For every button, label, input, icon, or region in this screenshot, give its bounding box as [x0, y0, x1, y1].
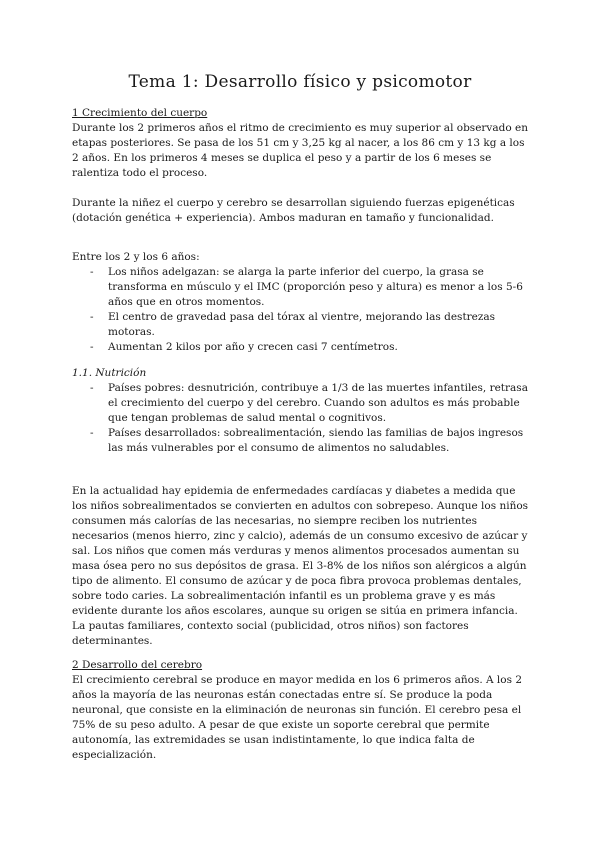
document-title: Tema 1: Desarrollo físico y psicomotor: [128, 72, 472, 92]
nutrition-heading: 1.1. Nutrición: [72, 367, 147, 379]
growth-list-block: [72, 250, 532, 355]
growth-list: [72, 265, 532, 355]
section-1-1: [72, 366, 532, 456]
growth-list-intro: Entre los 2 y los 6 años:: [72, 251, 200, 263]
section-2-heading: 2 Desarrollo del cerebro: [72, 659, 203, 671]
section-2-paragraph: El crecimiento cerebral se produce en mayor medida en los 6 primeros años. A los 2 años la mayoría de las neuronas están conectadas entre sí. Se produce la poda neuronal, que consiste en la eliminación de neuronas sin función. El cerebro pesa el 75% de su peso adulto. A pesar de que existe un soporte cerebral que permite autonomía, las extremidades se usan indistintamente, lo que indica falta de especialización.: [72, 674, 523, 761]
list-item: - Países desarrollados: sobrealimentación, siendo las familias de bajos ingresos las más vulnerables por el consumo de alimentos no saludables.: [72, 426, 532, 456]
section-1-heading: 1 Crecimiento del cuerpo: [72, 107, 208, 119]
list-item: - Países pobres: desnutrición, contribuye a 1/3 de las muertes infantiles, retrasa el crecimiento del cuerpo y del cerebro. Cuando son adultos es más probable que tengan problemas de salud mental o cognitivos.: [72, 381, 532, 426]
nutrition-paragraph: En la actualidad hay epidemia de enfermedades cardíacas y diabetes a medida que los niños sobrealimentados se convierten en adultos con sobrepeso. Aunque los niños consumen más calorías de las necesarias, no siempre reciben los nutrientes necesarios (menos hierro, zinc y calcio), además de un consumo excesivo de azúcar y sal. Los niños que comen más verduras y menos alimentos procesados aumentan su masa ósea pero no sus depósitos de grasa. El 3-8% de los niños son alérgicos a algún tipo de alimento. El consumo de azúcar y de poca fibra provoca problemas dentales, sobre todo caries. La sobrealimentación infantil es un problema grave y es más evidente durante los años escolares, aunque su origen se sitúa en primera infancia. La pautas familiares, contexto social (publicidad, otros niños) son factores determinantes.: [72, 485, 529, 647]
section-1: [72, 106, 532, 181]
list-item: - El centro de gravedad pasa del tórax al vientre, mejorando las destrezas motoras.: [72, 310, 532, 340]
section-1-paragraph-2: Durante la niñez el cuerpo y cerebro se desarrollan siguiendo fuerzas epigenéticas (dotación genética + experiencia). Ambos maduran en tamaño y funcionalidad.: [72, 197, 515, 224]
list-item: - Aumentan 2 kilos por año y crecen casi 7 centímetros.: [72, 340, 532, 355]
list-item: - Los niños adelgazan: se alarga la parte inferior del cuerpo, la grasa se transforma en músculo y el IMC (proporción peso y altura) es menor a los 5-6 años que en otros momentos.: [72, 265, 532, 310]
nutrition-list: [72, 381, 532, 456]
section-1-paragraph-1: Durante los 2 primeros años el ritmo de crecimiento es muy superior al observado en etapas posteriores. Se pasa de los 51 cm y 3,25 kg al nacer, a los 86 cm y 13 kg a los 2 años. En los primeros 4 meses se duplica el peso y a partir de los 6 meses se ralentiza todo el proceso.: [72, 122, 528, 179]
section-2: [72, 658, 532, 763]
